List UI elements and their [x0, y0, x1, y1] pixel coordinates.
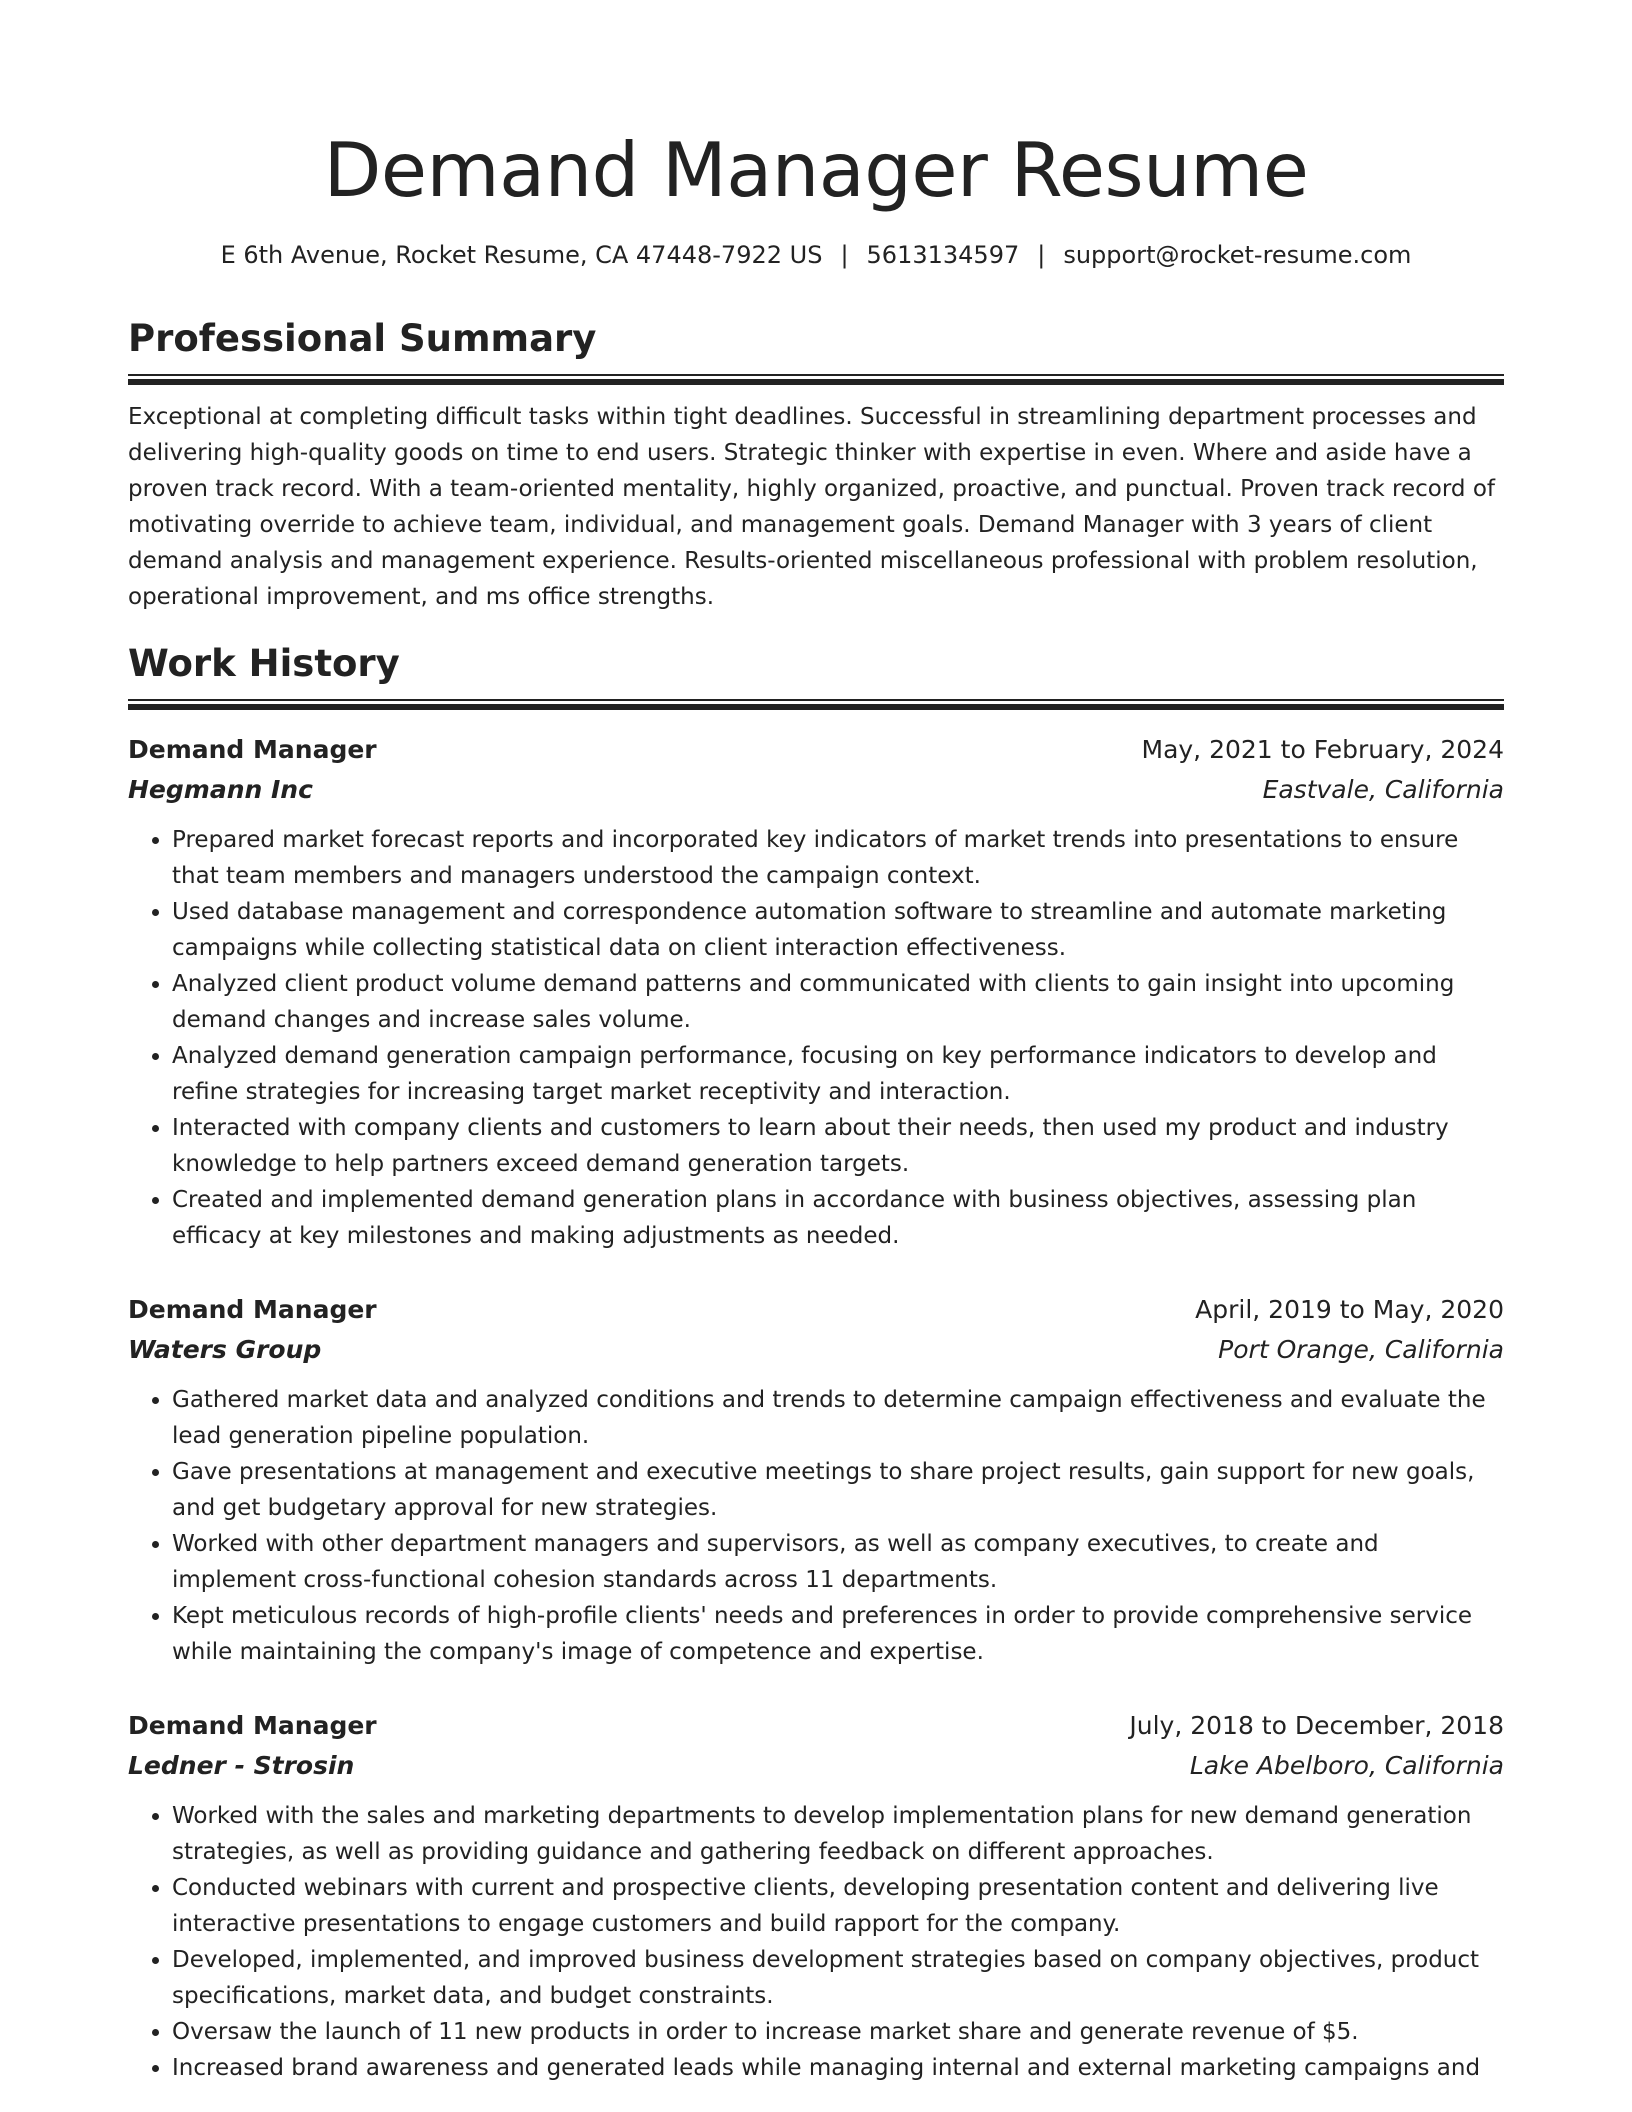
job-bullet: • Gathered market data and analyzed conditions and trends to determine campaign effectiveness and evaluate the lead generation pipeline population.: [172, 1382, 1504, 1454]
job-dates: April, 2019 to May, 2020: [1195, 1295, 1504, 1324]
job-company: Ledner - Strosin: [128, 1751, 355, 1780]
work-history-heading: Work History: [128, 642, 400, 685]
section-divider: [128, 699, 1504, 710]
job-title: Demand Manager: [128, 735, 377, 764]
job-bullet: • Analyzed demand generation campaign performance, focusing on key performance indicators to develop and refine strategies for increasing target market receptivity and interaction.: [172, 1038, 1504, 1110]
contact-separator: |: [1037, 241, 1046, 269]
job-bullet: • Created and implemented demand generation plans in accordance with business objectives, assessing plan efficacy at key milestones and making adjustments as needed.: [172, 1182, 1504, 1254]
job-title: Demand Manager: [128, 1295, 377, 1324]
job-bullet: • Worked with the sales and marketing departments to develop implementation plans for new demand generation strategies, as well as providing guidance and gathering feedback on different approaches.: [172, 1798, 1504, 1870]
job-company-row: [128, 1330, 1504, 1370]
contact-line: [128, 238, 1504, 272]
job-dates: May, 2021 to February, 2024: [1141, 735, 1504, 764]
resume-page: [128, 120, 1504, 2086]
job-header-row: [128, 1290, 1504, 1330]
job-bullet: • Conducted webinars with current and prospective clients, developing presentation content and delivering live interactive presentations to engage customers and build rapport for the company.: [172, 1870, 1504, 1942]
job-bullet: • Kept meticulous records of high-profile clients' needs and preferences in order to provide comprehensive service while maintaining the company's image of competence and expertise.: [172, 1598, 1504, 1670]
contact-email: support@rocket-resume.com: [1063, 241, 1412, 269]
job-header-row: [128, 730, 1504, 770]
job-company: Waters Group: [128, 1335, 322, 1364]
job-header-row: [128, 1706, 1504, 1746]
job-bullet: • Developed, implemented, and improved business development strategies based on company objectives, product specifications, market data, and budget constraints.: [172, 1942, 1504, 2014]
job-bullet: • Prepared market forecast reports and incorporated key indicators of market trends into presentations to ensure that team members and managers understood the campaign context.: [172, 822, 1504, 894]
contact-phone: 5613134597: [866, 241, 1020, 269]
job-bullets: [128, 1382, 1504, 1670]
section-divider: [128, 374, 1504, 385]
contact-address: E 6th Avenue, Rocket Resume, CA 47448-7922 US: [220, 241, 823, 269]
summary-heading: Professional Summary: [128, 317, 597, 360]
job-bullet: • Increased brand awareness and generated leads while managing internal and external marketing campaigns and: [172, 2050, 1504, 2086]
job-entry: [128, 730, 1504, 1254]
job-title: Demand Manager: [128, 1711, 377, 1740]
job-bullet: • Gave presentations at management and executive meetings to share project results, gain support for new goals, and get budgetary approval for new strategies.: [172, 1454, 1504, 1526]
job-location: Eastvale, California: [1262, 775, 1504, 804]
summary-text: Exceptional at completing difficult tasks within tight deadlines. Successful in streamlining department processes and delivering high-quality goods on time to end users. Strategic thinker with expertise in even. Where and aside have a proven track record. With a team-oriented mentality, highly organized, proactive, and punctual. Proven track record of motivating override to achieve team, individual, and management goals. Demand Manager with 3 years of client demand analysis and management experience. Results-oriented miscellaneous professional with problem resolution, operational improvement, and ms office strengths.: [128, 404, 1495, 610]
job-bullets: [128, 1798, 1504, 2086]
job-entry: [128, 1706, 1504, 2086]
job-bullet: • Used database management and correspondence automation software to streamline and automate marketing campaigns while collecting statistical data on client interaction effectiveness.: [172, 894, 1504, 966]
job-bullet: • Interacted with company clients and customers to learn about their needs, then used my product and industry knowledge to help partners exceed demand generation targets.: [172, 1110, 1504, 1182]
job-bullets: [128, 822, 1504, 1254]
contact-separator: |: [840, 241, 849, 269]
job-bullet: • Oversaw the launch of 11 new products in order to increase market share and generate revenue of $5.: [172, 2014, 1504, 2050]
summary-section: [128, 314, 1504, 615]
work-history-section: [128, 639, 1504, 2086]
job-entry: [128, 1290, 1504, 1670]
job-location: Lake Abelboro, California: [1189, 1751, 1504, 1780]
job-company-row: [128, 770, 1504, 810]
job-company-row: [128, 1746, 1504, 1786]
job-company: Hegmann Inc: [128, 775, 313, 804]
resume-title: Demand Manager Resume: [323, 126, 1309, 214]
job-bullet: • Analyzed client product volume demand patterns and communicated with clients to gain insight into upcoming demand changes and increase sales volume.: [172, 966, 1504, 1038]
job-location: Port Orange, California: [1218, 1335, 1504, 1364]
job-bullet: • Worked with other department managers and supervisors, as well as company executives, to create and implement cross-functional cohesion standards across 11 departments.: [172, 1526, 1504, 1598]
job-dates: July, 2018 to December, 2018: [1129, 1711, 1504, 1740]
